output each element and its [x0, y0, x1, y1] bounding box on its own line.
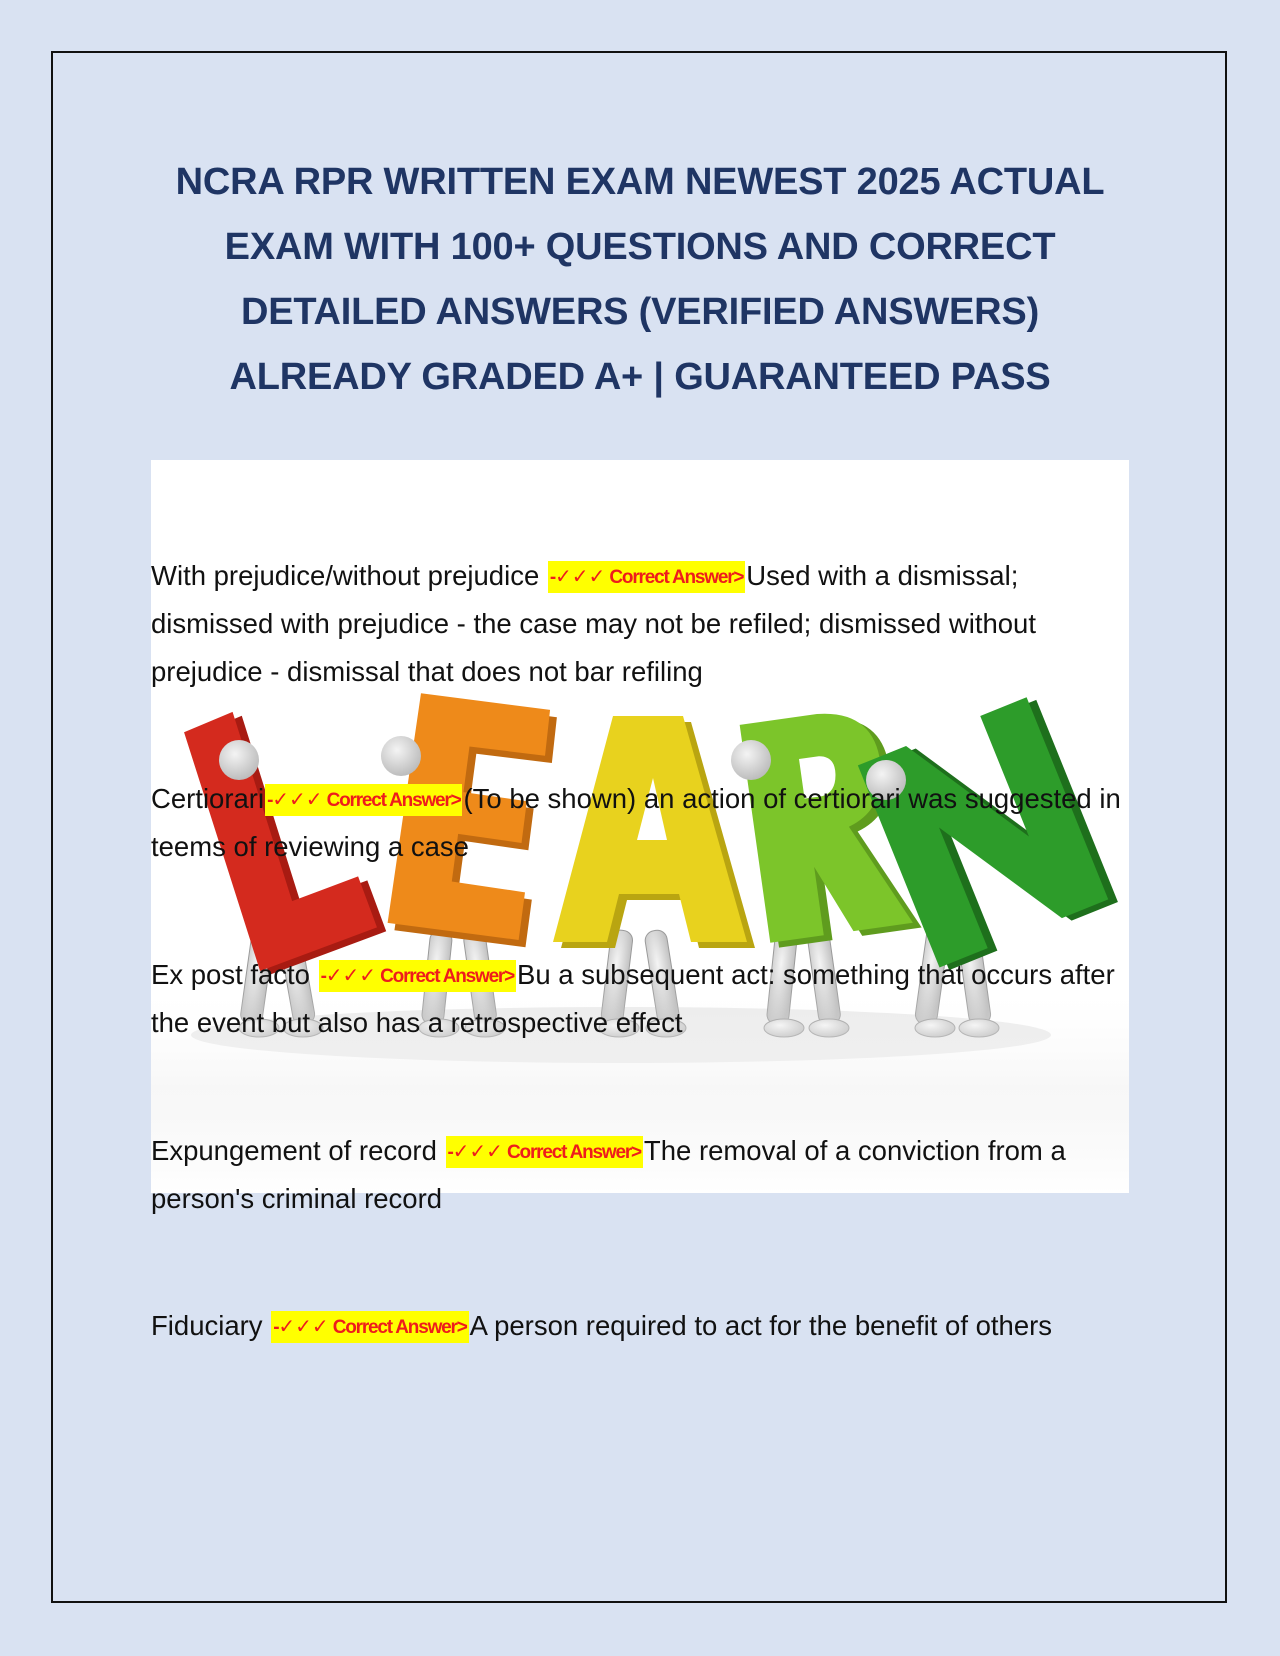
qa-definition: The removal of a conviction from a person's criminal record [151, 1135, 1066, 1214]
qa-term: Ex post facto [151, 959, 318, 990]
title-line-4: ALREADY GRADED A+ | GUARANTEED PASS [229, 356, 1051, 398]
qa-term: Expungement of record [151, 1135, 445, 1166]
qa-term: Certiorari [151, 783, 265, 814]
qa-term: With prejudice/without prejudice [151, 560, 547, 591]
title-line-3: DETAILED ANSWERS (VERIFIED ANSWERS) [240, 291, 1040, 333]
check-marks-icon: ✓✓✓ [325, 963, 377, 987]
title-line-1: NCRA RPR WRITTEN EXAM NEWEST 2025 ACTUAL [175, 161, 1105, 203]
qa-entry [151, 1302, 1141, 1350]
qa-definition: A person required to act for the benefit of others [469, 1310, 1053, 1341]
qa-entry [151, 951, 1141, 1047]
qa-entry [151, 775, 1141, 871]
title-line-2: EXAM WITH 100+ QUESTIONS AND CORRECT [224, 226, 1056, 268]
qa-definition: Used with a dismissal; dismissed with prejudice - the case may not be refiled; dismissed without prejudice - dismissal that does not bar refiling [151, 560, 1036, 687]
figure-head-1 [219, 740, 259, 780]
document-title [120, 150, 1160, 410]
correct-answer-marker: -✓✓✓ Correct Answer> [548, 561, 745, 593]
correct-answer-marker: -✓✓✓ Correct Answer> [446, 1136, 643, 1168]
qa-definition: (To be shown) an action of certiorari was suggested in teems of reviewing a case [151, 783, 1121, 862]
correct-answer-marker: -✓✓✓ Correct Answer> [265, 784, 462, 816]
qa-entry [151, 552, 1141, 696]
check-marks-icon: ✓✓✓ [278, 1314, 329, 1338]
check-marks-icon: ✓✓✓ [452, 1139, 503, 1163]
check-marks-icon: ✓✓✓ [272, 787, 323, 811]
figure-head-4 [731, 740, 771, 780]
qa-term: Fiduciary [151, 1310, 271, 1341]
qa-entry [151, 1127, 1141, 1223]
check-marks-icon: ✓✓✓ [555, 564, 606, 588]
correct-answer-marker: -✓✓✓ Correct Answer> [319, 960, 516, 992]
figure-head-2 [381, 736, 421, 776]
correct-answer-marker: -✓✓✓ Correct Answer> [271, 1311, 468, 1343]
qa-definition: Bu a subsequent act: something that occurs after the event but also has a retrospective effect [151, 959, 1115, 1038]
